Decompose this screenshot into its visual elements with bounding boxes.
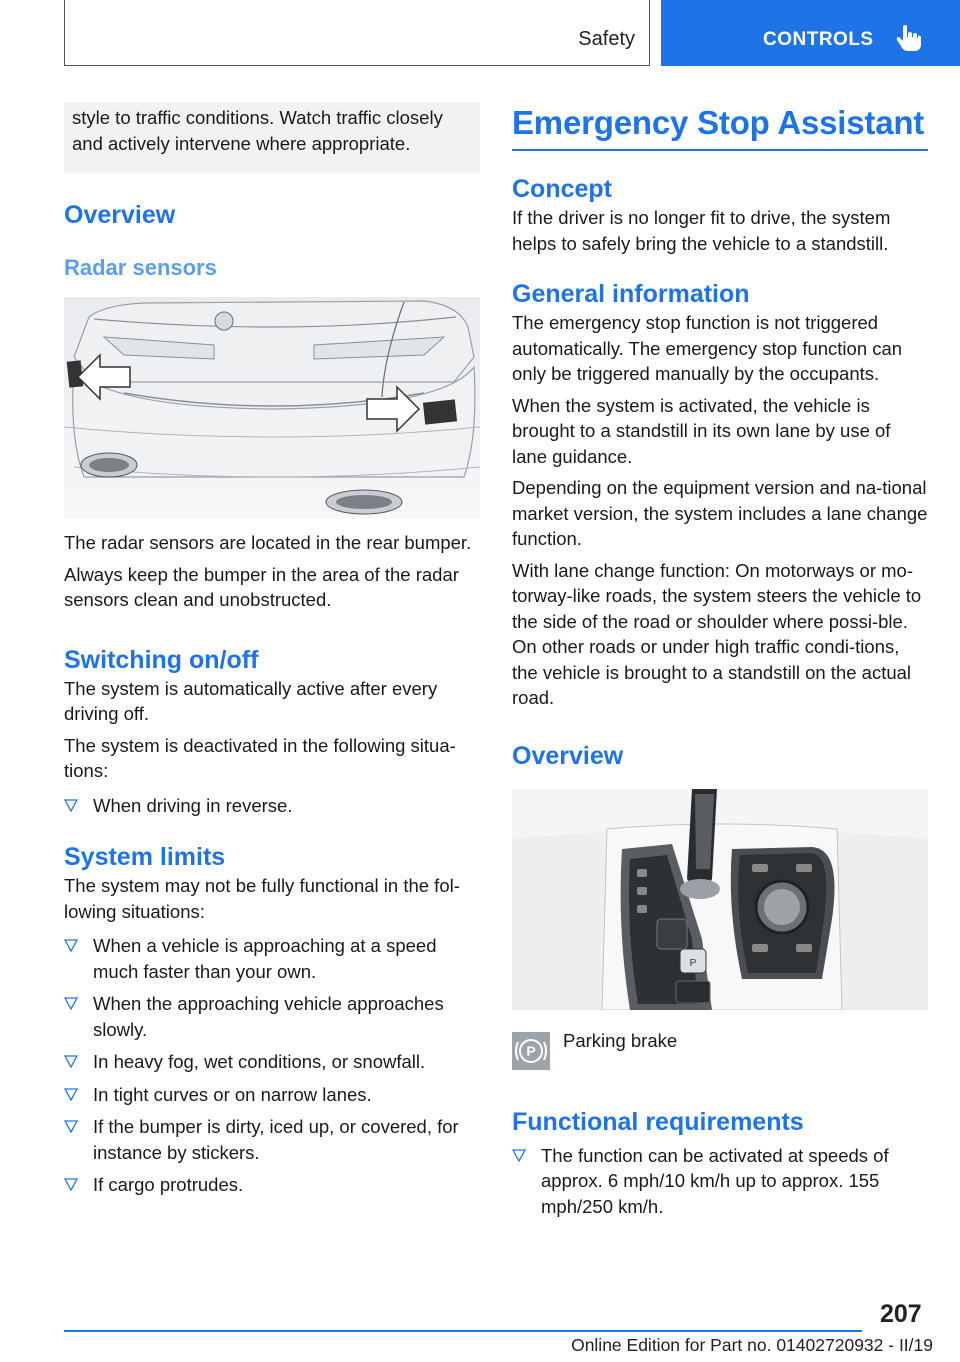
emergency-stop-heading: Emergency Stop Assistant (512, 103, 928, 151)
triangle-bullet-icon (64, 1119, 78, 1133)
triangle-bullet-icon (512, 1148, 526, 1162)
general-info-heading: General information (512, 280, 750, 308)
header-section-title: Safety (578, 28, 635, 50)
list-item-text: When driving in reverse. (93, 794, 293, 816)
footer-divider (64, 1330, 862, 1332)
limits-paragraph: The system may not be fully functional in the fol‐lowing situations: (64, 875, 460, 922)
svg-text:P: P (526, 1042, 536, 1059)
switching-list (64, 793, 480, 819)
functional-requirements-heading: Functional requirements (512, 1107, 804, 1136)
list-item-text: In heavy fog, wet conditions, or snowfall. (93, 1051, 426, 1072)
footer-edition-text: Online Edition for Part no. 01402720932 - II/19 (571, 1335, 933, 1355)
pointing-hand-icon (896, 24, 922, 52)
general-paragraph-3: Depending on the equipment version and na‐tional market version, the system includes a lane change function. (512, 477, 928, 549)
system-limits-heading: System limits (64, 843, 226, 871)
general-paragraph-4: With lane change function: On motorways or mo‐torway-like roads, the system steers the vehicle to the side of the road or shoulder where possi‐ble. On other roads or under high traffic condi‐tions, the vehicle is brought to a standstill on the actual road. (512, 559, 922, 708)
header-section-box (64, 0, 650, 66)
radar-paragraph-2: Always keep the bumper in the area of the radar sensors clean and unobstructed. (64, 563, 459, 610)
right-column (512, 102, 928, 1219)
switching-paragraph-2: The system is deactivated in the following situa‐tions: (64, 734, 456, 781)
list-item (64, 991, 480, 1042)
note-box (64, 102, 480, 173)
list-item (64, 1172, 480, 1198)
switching-heading: Switching on/off (64, 645, 259, 674)
list-item-text: The function can be activated at speeds of approx. 6 mph/10 km/h up to approx. 155 mph/250 km/h. (541, 1144, 889, 1217)
radar-sensors-image (64, 297, 480, 518)
list-item (64, 1082, 480, 1108)
list-item (64, 1049, 480, 1075)
list-item (512, 1143, 928, 1220)
list-item-text: When a vehicle is approaching at a speed much faster than your own. (93, 935, 437, 982)
center-console-image (512, 789, 928, 1010)
general-paragraph-2: When the system is activated, the vehicle is brought to a standstill in its own lane by use of lane guidance. (512, 394, 891, 467)
concept-paragraph: If the driver is no longer fit to drive, the system helps to safely bring the vehicle to a standstill. (512, 207, 891, 254)
switching-paragraph-1: The system is automatically active after every driving off. (64, 677, 438, 724)
triangle-bullet-icon (64, 1087, 78, 1101)
list-item-text: In tight curves or on narrow lanes. (93, 1083, 372, 1105)
radar-sensors-heading: Radar sensors (64, 255, 217, 280)
header-chapter-label: CONTROLS (763, 29, 874, 50)
triangle-bullet-icon (64, 1177, 78, 1191)
parking-brake-icon (512, 1032, 550, 1070)
general-paragraph-1: The emergency stop function is not triggered automatically. The emergency stop function can only be triggered manually by the occupants. (512, 312, 903, 384)
triangle-bullet-icon (64, 798, 78, 812)
left-column (64, 102, 480, 1198)
note-text: style to traffic conditions. Watch traffic closely and actively intervene where appropriate. (72, 107, 443, 154)
right-overview-heading: Overview (512, 741, 624, 770)
list-item (64, 933, 480, 984)
svg-text:P: P (689, 957, 697, 969)
rear-bumper-illustration (64, 297, 480, 518)
list-item-text: If cargo protrudes. (93, 1174, 244, 1195)
concept-heading: Concept (512, 175, 612, 203)
functional-list (512, 1143, 928, 1220)
list-item-text: When the approaching vehicle approaches slowly. (93, 993, 444, 1040)
list-item (64, 1114, 480, 1165)
limits-list (64, 933, 480, 1198)
center-console-illustration (512, 789, 928, 1010)
triangle-bullet-icon (64, 938, 78, 952)
parking-brake-row (512, 1028, 928, 1090)
triangle-bullet-icon (64, 996, 78, 1010)
list-item-text: If the bumper is dirty, iced up, or covered, for instance by stickers. (93, 1116, 459, 1163)
triangle-bullet-icon (64, 1054, 78, 1068)
overview-heading: Overview (64, 201, 176, 229)
list-item (64, 793, 480, 819)
parking-brake-label: Parking brake (563, 1029, 678, 1051)
header-chapter-tab[interactable] (661, 0, 960, 66)
radar-paragraph-1: The radar sensors are located in the rear bumper. (64, 532, 472, 553)
page-number: 207 (880, 1300, 922, 1328)
